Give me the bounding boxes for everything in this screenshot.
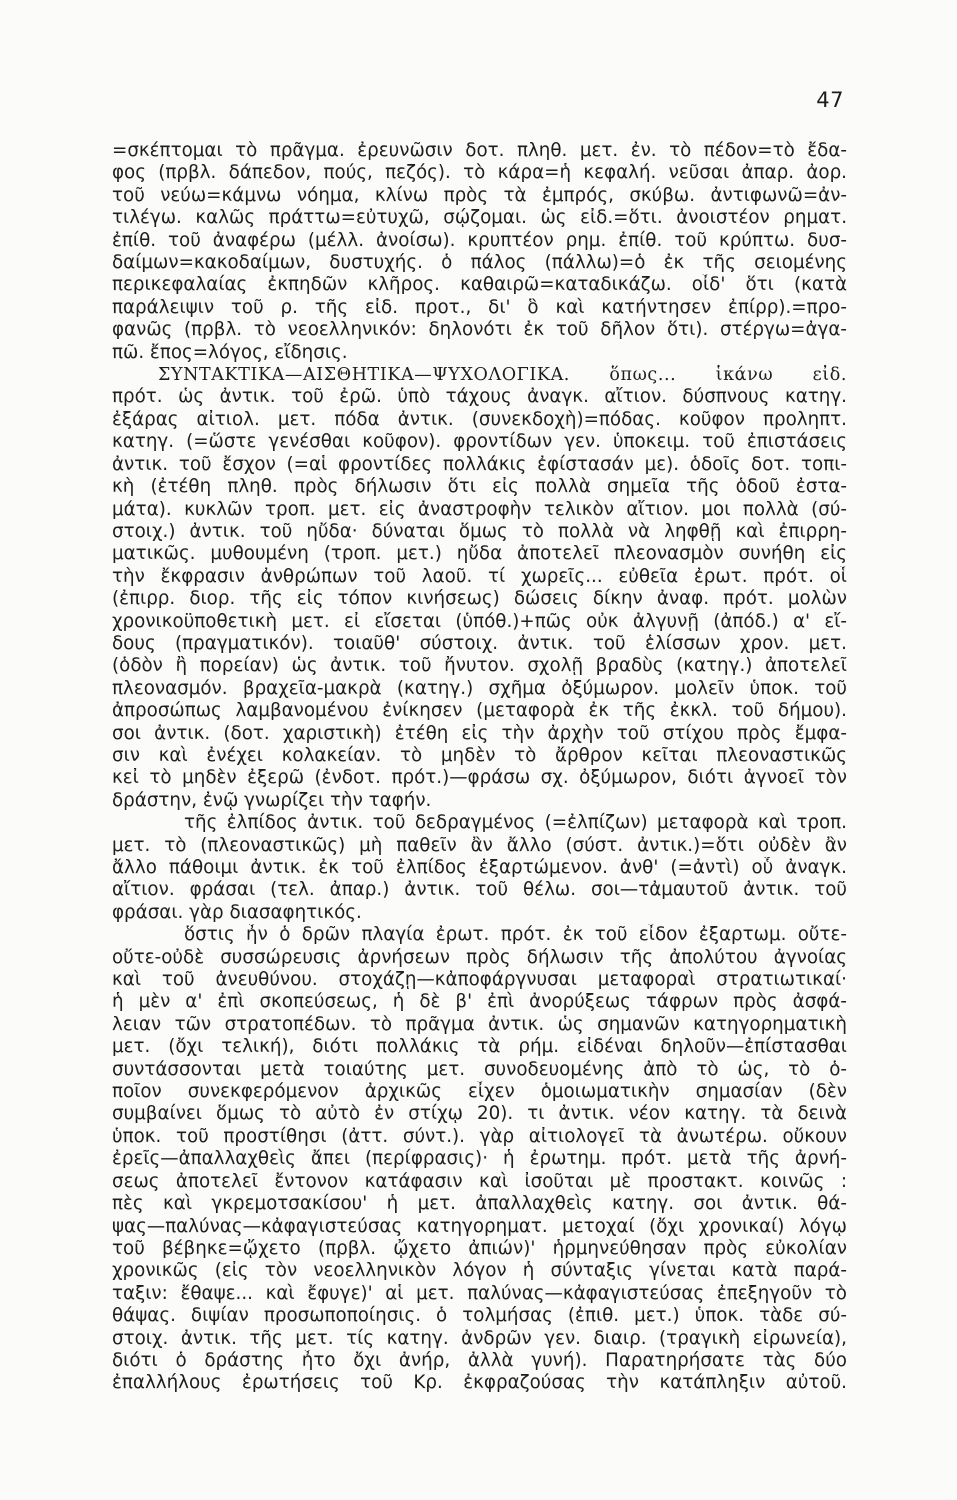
text-line: σεως ἀποτελεῖ ἔντονον κατάφασιν καὶ ἰσοῦται μὲ προστακτ. κοινῶς : xyxy=(112,1170,847,1192)
text-line: στοιχ.) ἀντικ. τοῦ ηὔδα· δύναται ὅμως τὸ πολλὰ νὰ ληφθῇ καὶ ἐπιρρη- xyxy=(112,520,847,542)
text-line: φανῶς (πρβλ. τὸ νεοελληνικόν: δηλονότι ἐκ τοῦ δῆλον ὅτι). στέργω=ἀγα- xyxy=(112,319,847,341)
text-line: χρονικῶς (εἰς τὸν νεοελληνικὸν λόγον ἡ σύνταξις γίνεται κατὰ παρά- xyxy=(112,1260,847,1282)
text-line: πλεονασμόν. βραχεῖα-μακρὰ (κατηγ.) σχῆμα ὀξύμωρον. μολεῖν ὑποκ. τοῦ xyxy=(112,677,847,699)
text-line: μάτα). κυκλῶν τροπ. μετ. εἰς ἀναστροφὴν τελικὸν αἴτιον. μοι πολλὰ (σύ- xyxy=(112,498,847,520)
text-line: ἐπίθ. τοῦ ἀναφέρω (μέλλ. ἀνοίσω). κρυπτέον ρημ. ἐπίθ. τοῦ κρύπτω. δυσ- xyxy=(112,229,847,251)
text-line: τοῦ νεύω=κάμνω νόημα, κλίνω πρὸς τὰ ἐμπρός, σκύβω. ἀντιφωνῶ=ἀν- xyxy=(112,184,847,206)
text-line: (ὁδὸν ἢ πορείαν) ὡς ἀντικ. τοῦ ἤνυτον. σχολῇ βραδὺς (κατηγ.) ἀποτελεῖ xyxy=(112,655,847,677)
text-line: πὲς καὶ γκρεμοτσακίσου' ἡ μετ. ἀπαλλαχθεὶς κατηγ. σοι ἀντικ. θά- xyxy=(112,1193,847,1215)
text-line: κεἰ τὸ μηδὲν ἐξερῶ (ἐνδοτ. πρότ.)—φράσω σχ. ὀξύμωρον, διότι ἀγνοεῖ τὸν xyxy=(112,767,847,789)
text-line: ἡ μὲν α' ἐπὶ σκοπεύσεως, ἡ δὲ β' ἐπὶ ἀνορύξεως τάφρων πρὸς ἀσφά- xyxy=(112,991,847,1013)
section-heading: ΣΥΝΤΑΚΤΙΚΑ—ΑΙΣΘΗΤΙΚΑ—ΨΥΧΟΛΟΓΙΚΑ. ὅπως... ἱκάνω εἰδ. xyxy=(158,365,847,386)
text-line: ἄλλο πάθοιμι ἀντικ. ἐκ τοῦ ἐλπίδος ἐξαρτώμενον. ἀνθ' (=ἀντὶ) οὗ ἀναγκ. xyxy=(112,857,847,878)
text-line: ταξιν: ἔθαψε... καὶ ἔφυγε)' αἱ μετ. παλύνας—κἀφαγιστεύσας ἐπεξηγοῦν τὸ xyxy=(112,1282,847,1304)
text-line: κὴ (ἐτέθη πληθ. πρὸς δήλωσιν ὅτι εἰς πολλὰ σημεῖα τῆς ὁδοῦ ἐστα- xyxy=(112,476,847,498)
text-line: τὴν ἔκφρασιν ἀνθρώπων τοῦ λαοῦ. τί χωρεῖς... εὐθεῖα ἐρωτ. πρότ. οἷ xyxy=(112,565,847,587)
text-line: παράλειψιν τοῦ ρ. τῆς εἰδ. προτ., δι' ὃ καὶ κατήντησεν ἐπίρρ).=προ- xyxy=(112,296,847,318)
text-line: δους (πραγματικόν). τοιαῦθ' σύστοιχ. ἀντικ. τοῦ ἑλίσσων χρον. μετ. xyxy=(112,632,847,654)
text-line: δαίμων=κακοδαίμων, δυστυχής. ὁ πάλος (πάλλω)=ὁ ἐκ τῆς σειομένης xyxy=(112,252,847,274)
text-line: ἀντικ. τοῦ ἔσχον (=αἱ φροντίδες πολλάκις ἐφίστασάν με). ὁδοῖς δοτ. τοπι- xyxy=(112,453,847,475)
text-line: αἴτιον. φράσαι (τελ. ἀπαρ.) ἀντικ. τοῦ θέλω. σοι—τἀμαυτοῦ ἀντικ. τοῦ xyxy=(112,879,847,901)
text-line: λειαν τῶν στρατοπέδων. τὸ πρᾶγμα ἀντικ. ὡς σημανῶν κατηγορηματικὴ xyxy=(112,1013,847,1035)
text-line: συμβαίνει ὅμως τὸ αὐτὸ ἐν στίχῳ 20). τι ἀντικ. νέον κατηγ. τὰ δεινὰ xyxy=(112,1103,847,1125)
text-line: πῶ. ἔπος=λόγος, εἴδησις. xyxy=(112,341,348,363)
text-line: συντάσσονται μετὰ τοιαύτης μετ. συνοδευομένης ἀπὸ τὸ ὡς, τὸ ὁ- xyxy=(112,1058,847,1080)
text-line: διότι ὁ δράστης ἦτο ὄχι ἀνήρ, ἀλλὰ γυνή). Παρατηρήσατε τὰς δύο xyxy=(112,1349,847,1371)
text-line: κατηγ. (=ὥστε γενέσθαι κοῦφον). φροντίδων γεν. ὑποκειμ. τοῦ ἐπιστάσεις xyxy=(112,431,847,453)
text-line: φράσαι. γὰρ διασαφητικός. xyxy=(112,901,362,923)
text-line: τοῦ βέβηκε=ᾤχετο (πρβλ. ᾤχετο ἀπιών)' ἡρμηνεύθησαν πρὸς εὐκολίαν xyxy=(112,1237,847,1259)
text-line: τῆς ἐλπίδος ἀντικ. τοῦ δεδραγμένος (=ἐλπίζων) μεταφορὰ καὶ τροπ. xyxy=(184,812,847,834)
text-line: σιν καὶ ἐνέχει κολακείαν. τὸ μηδὲν τὸ ἄρθρον κεῖται πλεοναστικῶς xyxy=(112,744,847,766)
text-line: δράστην, ἐνῷ γνωρίζει τὴν ταφήν. xyxy=(112,789,432,811)
commentary-text xyxy=(112,140,847,1417)
text-line: περικεφαλαίας ἐκπηδῶν κλῆρος. καθαιρῶ=καταδικάζω. οἶδ' ὅτι (κατὰ xyxy=(112,274,847,296)
text-line: μετ. (ὄχι τελική), διότι πολλάκις τὰ ρήμ. εἰδέναι δηλοῦν—ἐπίστασθαι xyxy=(112,1036,847,1058)
text-line: ἀπροσώπως λαμβανομένου ἐνίκησεν (μεταφορὰ ἐκ τῆς ἐκκλ. τοῦ δήμου). xyxy=(112,700,847,722)
text-line: ἐπαλλήλους ἐρωτήσεις τοῦ Κρ. ἐκφραζούσας τὴν κατάπληξιν αὐτοῦ. xyxy=(112,1372,847,1394)
text-line: (ἐπιρρ. διορ. τῆς εἰς τόπον κινήσεως) δώσεις δίκην ἀναφ. πρότ. μολὼν xyxy=(112,588,847,610)
text-line: οὔτε-οὐδὲ συσσώρευσις ἀρνήσεων πρὸς δήλωσιν τῆς ἀπολύτου ἀγνοίας xyxy=(112,946,847,968)
text-line: =σκέπτομαι τὸ πρᾶγμα. ἐρευνῶσιν δοτ. πληθ. μετ. ἐν. τὸ πέδον=τὸ ἔδα- xyxy=(112,140,847,161)
text-line: μετ. τὸ (πλεοναστικῶς) μὴ παθεῖν ἂν ἄλλο (σύστ. ἀντικ.)=ὅτι οὐδὲν ἂν xyxy=(112,834,847,856)
text-line: ψας—παλύνας—κἀφαγιστεύσας κατηγορηματ. μετοχαί (ὄχι χρονικαί) λόγῳ xyxy=(112,1215,847,1237)
text-line: καὶ τοῦ ἀνευθύνου. στοχάζῃ—κἀποφάργνυσαι μεταφοραὶ στρατιωτικαί· xyxy=(112,969,847,991)
text-line: ὑποκ. τοῦ προστίθησι (ἀττ. σύντ.). γὰρ αἰτιολογεῖ τὰ ἀνωτέρω. οὔκουν xyxy=(112,1125,847,1147)
text-line: φος (πρβλ. δάπεδον, πούς, πεζός). τὸ κάρα=ἡ κεφαλή. νεῦσαι ἀπαρ. ἀορ. xyxy=(112,162,847,184)
text-line: ποῖον συνεκφερόμενον ἀρχικῶς εἶχεν ὁμοιωματικὴν σημασίαν (δὲν xyxy=(112,1081,847,1103)
text-line: χρονικοϋποθετικὴ μετ. εἰ εἴσεται (ὑπόθ.)+πῶς οὐκ ἀλγυνῇ (ἀπόδ.) α' εἴ- xyxy=(112,610,847,632)
text-line: τιλέγω. καλῶς πράττω=εὐτυχῶ, σῴζομαι. ὡς εἰδ.=ὅτι. ἀνοιστέον ρηματ. xyxy=(112,207,847,229)
text-line xyxy=(112,1395,847,1417)
text-line: ὅστις ἦν ὁ δρῶν πλαγία ἐρωτ. πρότ. ἐκ τοῦ εἶδον ἐξαρτωμ. οὔτε- xyxy=(184,924,847,946)
text-line: στοιχ. ἀντικ. τῆς μετ. τίς κατηγ. ἀνδρῶν γεν. διαιρ. (τραγικὴ εἰρωνεία), xyxy=(112,1327,847,1349)
text-line: ἐξάρας αἰτιολ. μετ. πόδα ἀντικ. (συνεκδοχὴ)=πόδας. κοῦφον προληπτ. xyxy=(112,408,847,430)
text-line: ματικῶς. μυθουμένη (τροπ. μετ.) ηὔδα ἀποτελεῖ πλεονασμὸν συνήθη εἰς xyxy=(112,543,847,565)
text-line: πρότ. ὡς ἀντικ. τοῦ ἐρῶ. ὑπὸ τάχους ἀναγκ. αἴτιον. δύσπνους κατηγ. xyxy=(112,386,847,408)
text-line: θάψας. διψίαν προσωποποίησις. ὁ τολμήσας (ἐπιθ. μετ.) ὑποκ. τὰδε σύ- xyxy=(112,1305,847,1327)
text-line: ἐρεῖς—ἀπαλλαχθεὶς ἄπει (περίφρασις)· ἡ ἐρωτημ. πρότ. μετὰ τῆς ἀρνή- xyxy=(112,1148,847,1170)
text-line: σοι ἀντικ. (δοτ. χαριστικὴ) ἐτέθη εἰς τὴν ἀρχὴν τοῦ στίχου πρὸς ἔμφα- xyxy=(112,722,847,744)
page-number: 47 xyxy=(816,88,844,112)
